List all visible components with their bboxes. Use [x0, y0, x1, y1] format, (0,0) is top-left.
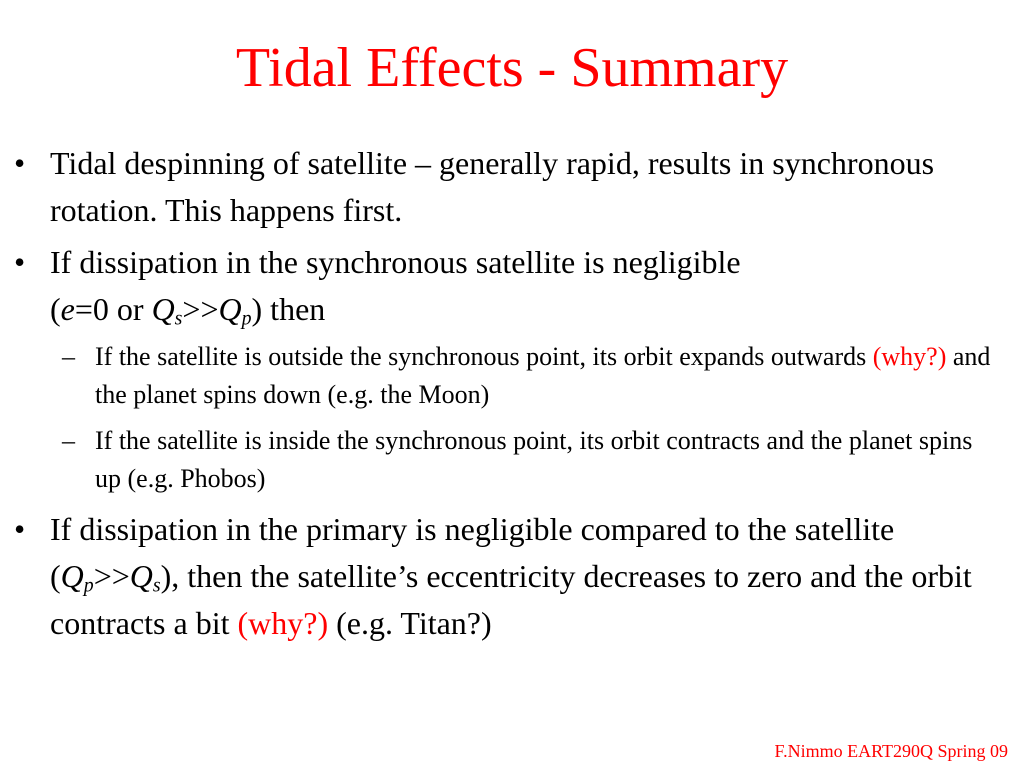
- math-Q: Q: [151, 291, 175, 327]
- math-subscript-s: s: [152, 574, 161, 597]
- bullet-text: Tidal despinning of satellite – generally rapid, results in synchronous rotation. This happens first.: [50, 145, 935, 228]
- bullet-synchronous-dissipation: [14, 239, 1004, 333]
- footer-credit: F.Nimmo EART290Q Spring 09: [774, 741, 1008, 761]
- subbullet-outside-synchronous: [14, 338, 1004, 414]
- bullet-marker: •: [14, 145, 26, 181]
- math-gtgt: >>: [93, 558, 130, 594]
- subbullet-text: and the planet spins down (e.g. the Moon): [95, 342, 991, 409]
- bullet-text: (e.g. Titan?): [328, 605, 492, 641]
- bullet-text: If dissipation in the primary is negligible compared to the satellite (: [50, 511, 895, 594]
- bullet-text: =0 or: [74, 291, 152, 327]
- math-subscript-p: p: [241, 307, 252, 330]
- bullet-text: If dissipation in the synchronous satellite is negligible: [50, 244, 741, 280]
- bullet-list: [14, 140, 1004, 652]
- bullet-text-paren: (: [50, 291, 61, 327]
- dash-marker: –: [62, 426, 75, 455]
- why-highlight: (why?): [872, 342, 947, 371]
- math-e: e: [60, 291, 75, 327]
- math-Q: Q: [60, 558, 84, 594]
- dash-marker: –: [62, 342, 75, 371]
- why-highlight: (why?): [237, 605, 329, 641]
- math-Q: Q: [129, 558, 153, 594]
- bullet-text: ) then: [251, 291, 326, 327]
- slide-title: Tidal Effects - Summary: [235, 37, 789, 99]
- bullet-despinning: [14, 140, 1004, 234]
- math-Q: Q: [218, 291, 242, 327]
- subbullet-text: If the satellite is inside the synchronous point, its orbit contracts and the planet spins up (e.g. Phobos): [95, 426, 973, 493]
- math-gtgt: >>: [182, 291, 219, 327]
- bullet-primary-dissipation: [14, 506, 1004, 647]
- bullet-text: ), then the satellite’s eccentricity decreases to zero and the orbit contracts a bit: [50, 558, 972, 641]
- math-subscript-s: s: [174, 307, 183, 330]
- bullet-marker: •: [14, 511, 26, 547]
- subbullet-text: If the satellite is outside the synchronous point, its orbit expands outwards: [95, 342, 873, 371]
- math-subscript-p: p: [83, 574, 94, 597]
- bullet-marker: •: [14, 244, 26, 280]
- subbullet-inside-synchronous: [14, 422, 1004, 498]
